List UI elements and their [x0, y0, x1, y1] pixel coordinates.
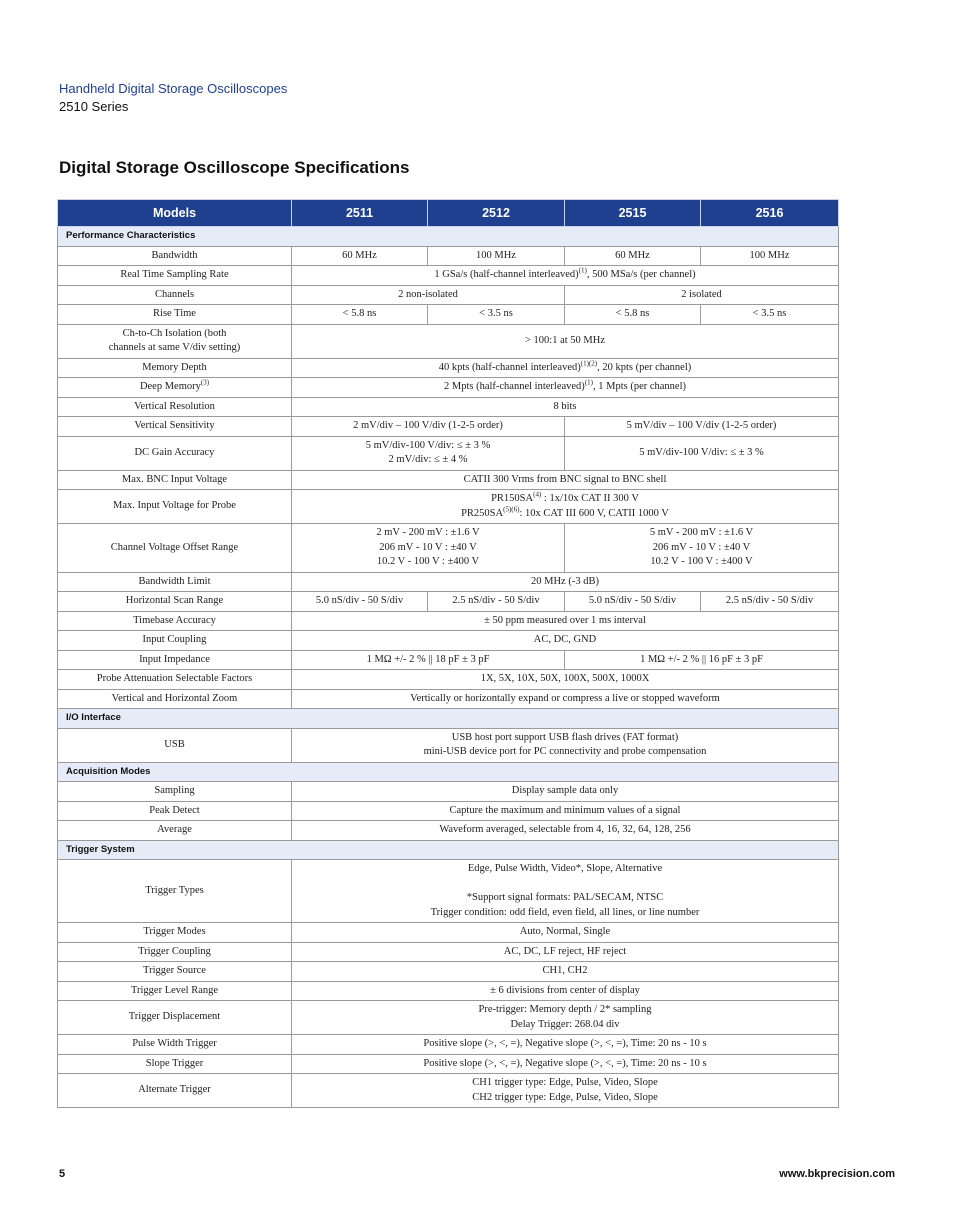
footer-website: www.bkprecision.com: [779, 1168, 895, 1180]
spec-label: Trigger Displacement: [58, 1001, 292, 1035]
table-row: [58, 923, 839, 943]
table-row: [58, 358, 839, 378]
spec-value: CH1 trigger type: Edge, Pulse, Video, Slope CH2 trigger type: Edge, Pulse, Video, Slope: [292, 1074, 839, 1108]
spec-value: > 100:1 at 50 MHz: [292, 324, 839, 358]
table-row: [58, 524, 839, 573]
section-title: Acquisition Modes: [58, 762, 839, 782]
table-row: [58, 246, 839, 266]
table-row: [58, 378, 839, 398]
spec-label: Peak Detect: [58, 801, 292, 821]
table-row: [58, 631, 839, 651]
spec-label: Timebase Accuracy: [58, 611, 292, 631]
spec-label: Input Coupling: [58, 631, 292, 651]
spec-label: Vertical Resolution: [58, 397, 292, 417]
spec-label: Ch-to-Ch Isolation (both channels at same V/div setting): [58, 324, 292, 358]
table-row: [58, 1074, 839, 1108]
document-series-subtitle: 2510 Series: [59, 99, 129, 114]
table-row: [58, 782, 839, 802]
spec-value: 5 mV - 200 mV : ±1.6 V 206 mV - 10 V : ±40 V 10.2 V - 100 V : ±400 V: [565, 524, 839, 573]
spec-label: Max. Input Voltage for Probe: [58, 490, 292, 524]
table-row: [58, 266, 839, 286]
column-header: 2516: [701, 200, 839, 227]
section-header-row: [58, 840, 839, 860]
spec-value: Positive slope (>, <, =), Negative slope (>, <, =), Time: 20 ns - 10 s: [292, 1054, 839, 1074]
spec-label: Rise Time: [58, 305, 292, 325]
spec-label: USB: [58, 728, 292, 762]
spec-value: 2 Mpts (half-channel interleaved)$^{(1)}$, 1 Mpts (per channel): [292, 378, 839, 398]
table-row: [58, 860, 839, 923]
spec-label: Memory Depth: [58, 358, 292, 378]
spec-value: 5 mV/div-100 V/div: ≤ ± 3 %: [565, 436, 839, 470]
spec-value: USB host port support USB flash drives (FAT format) mini-USB device port for PC connectivity and probe compensation: [292, 728, 839, 762]
spec-label: Real Time Sampling Rate: [58, 266, 292, 286]
spec-value: 1 MΩ +/- 2 % || 18 pF ± 3 pF: [292, 650, 565, 670]
spec-value: 5 mV/div-100 V/div: ≤ ± 3 % 2 mV/div: ≤ ± 4 %: [292, 436, 565, 470]
table-row: [58, 305, 839, 325]
spec-label: Bandwidth Limit: [58, 572, 292, 592]
section-header-row: [58, 227, 839, 247]
spec-label: Alternate Trigger: [58, 1074, 292, 1108]
spec-value: CH1, CH2: [292, 962, 839, 982]
spec-value: Edge, Pulse Width, Video*, Slope, Alternative *Support signal formats: PAL/SECAM, NTSC Trigger condition: odd field, even field, all lines, or line number: [292, 860, 839, 923]
spec-value: AC, DC, GND: [292, 631, 839, 651]
table-row: [58, 801, 839, 821]
spec-label: Sampling: [58, 782, 292, 802]
table-row: [58, 490, 839, 524]
table-row: [58, 1001, 839, 1035]
spec-value: 8 bits: [292, 397, 839, 417]
page-title: Digital Storage Oscilloscope Specifications: [59, 158, 410, 177]
column-header: 2512: [428, 200, 565, 227]
spec-label: Trigger Types: [58, 860, 292, 923]
spec-value: Positive slope (>, <, =), Negative slope (>, <, =), Time: 20 ns - 10 s: [292, 1035, 839, 1055]
spec-value: Vertically or horizontally expand or compress a live or stopped waveform: [292, 689, 839, 709]
spec-value: ± 6 divisions from center of display: [292, 981, 839, 1001]
spec-label: Trigger Source: [58, 962, 292, 982]
spec-value: 2.5 nS/div - 50 S/div: [428, 592, 565, 612]
spec-value: 100 MHz: [701, 246, 839, 266]
section-header-row: [58, 762, 839, 782]
spec-label: DC Gain Accuracy: [58, 436, 292, 470]
table-row: [58, 942, 839, 962]
spec-label: Vertical and Horizontal Zoom: [58, 689, 292, 709]
spec-value: PR150SA$^{(4)}$ : 1x/10x CAT II 300 V $PR250SA^{(5)(6)}$: 10x CAT III 600 V, CATII 1000 V: [292, 490, 839, 524]
table-row: [58, 417, 839, 437]
spec-value: 5.0 nS/div - 50 S/div: [292, 592, 428, 612]
table-row: [58, 689, 839, 709]
spec-value: 5.0 nS/div - 50 S/div: [565, 592, 701, 612]
spec-label: Input Impedance: [58, 650, 292, 670]
spec-label: Average: [58, 821, 292, 841]
spec-value: 2 mV - 200 mV : ±1.6 V 206 mV - 10 V : ±40 V 10.2 V - 100 V : ±400 V: [292, 524, 565, 573]
spec-value: 1X, 5X, 10X, 50X, 100X, 500X, 1000X: [292, 670, 839, 690]
spec-label: Deep Memory$^{(3)}$: [58, 378, 292, 398]
table-row: [58, 650, 839, 670]
table-row: [58, 324, 839, 358]
spec-label: Trigger Level Range: [58, 981, 292, 1001]
table-row: [58, 1054, 839, 1074]
spec-label: Trigger Modes: [58, 923, 292, 943]
spec-value: AC, DC, LF reject, HF reject: [292, 942, 839, 962]
spec-value: CATII 300 Vrms from BNC signal to BNC shell: [292, 470, 839, 490]
table-row: [58, 470, 839, 490]
spec-value: 20 MHz (-3 dB): [292, 572, 839, 592]
specifications-table-body: [58, 227, 839, 1108]
spec-label: Probe Attenuation Selectable Factors: [58, 670, 292, 690]
table-row: [58, 436, 839, 470]
table-row: [58, 572, 839, 592]
spec-value: < 5.8 ns: [565, 305, 701, 325]
spec-value: Pre-trigger: Memory depth / 2* sampling Delay Trigger: 268.04 div: [292, 1001, 839, 1035]
spec-label: Bandwidth: [58, 246, 292, 266]
section-header-row: [58, 709, 839, 729]
spec-value: < 3.5 ns: [428, 305, 565, 325]
spec-label: Trigger Coupling: [58, 942, 292, 962]
table-row: [58, 962, 839, 982]
section-title: I/O Interface: [58, 709, 839, 729]
spec-value: 100 MHz: [428, 246, 565, 266]
section-title: Performance Characteristics: [58, 227, 839, 247]
spec-value: Display sample data only: [292, 782, 839, 802]
section-title: Trigger System: [58, 840, 839, 860]
spec-label: Channel Voltage Offset Range: [58, 524, 292, 573]
spec-value: 5 mV/div – 100 V/div (1-2-5 order): [565, 417, 839, 437]
column-header: Models: [58, 200, 292, 227]
spec-value: 40 kpts (half-channel interleaved)$^{(1)(2)}$, 20 kpts (per channel): [292, 358, 839, 378]
spec-value: 60 MHz: [292, 246, 428, 266]
spec-value: Auto, Normal, Single: [292, 923, 839, 943]
column-header: 2515: [565, 200, 701, 227]
spec-value: 2 non-isolated: [292, 285, 565, 305]
specifications-table: [57, 199, 839, 1108]
table-row: [58, 981, 839, 1001]
spec-label: Slope Trigger: [58, 1054, 292, 1074]
spec-value: < 3.5 ns: [701, 305, 839, 325]
spec-label: Max. BNC Input Voltage: [58, 470, 292, 490]
table-header-row: [58, 200, 839, 227]
table-row: [58, 611, 839, 631]
spec-value: 1 MΩ +/- 2 % || 16 pF ± 3 pF: [565, 650, 839, 670]
spec-label: Channels: [58, 285, 292, 305]
spec-label: Vertical Sensitivity: [58, 417, 292, 437]
spec-label: Pulse Width Trigger: [58, 1035, 292, 1055]
column-header: 2511: [292, 200, 428, 227]
table-row: [58, 670, 839, 690]
spec-value: Waveform averaged, selectable from 4, 16, 32, 64, 128, 256: [292, 821, 839, 841]
spec-value: 60 MHz: [565, 246, 701, 266]
table-row: [58, 728, 839, 762]
table-row: [58, 1035, 839, 1055]
table-row: [58, 592, 839, 612]
spec-value: 1 GSa/s (half-channel interleaved)$^{(1)}$, 500 MSa/s (per channel): [292, 266, 839, 286]
spec-value: < 5.8 ns: [292, 305, 428, 325]
document-series-title: Handheld Digital Storage Oscilloscopes: [59, 81, 288, 96]
page-number: 5: [59, 1168, 66, 1180]
table-row: [58, 821, 839, 841]
spec-value: 2.5 nS/div - 50 S/div: [701, 592, 839, 612]
table-row: [58, 397, 839, 417]
spec-value: ± 50 ppm measured over 1 ms interval: [292, 611, 839, 631]
spec-value: Capture the maximum and minimum values of a signal: [292, 801, 839, 821]
table-row: [58, 285, 839, 305]
spec-value: 2 isolated: [565, 285, 839, 305]
spec-value: 2 mV/div – 100 V/div (1-2-5 order): [292, 417, 565, 437]
spec-label: Horizontal Scan Range: [58, 592, 292, 612]
